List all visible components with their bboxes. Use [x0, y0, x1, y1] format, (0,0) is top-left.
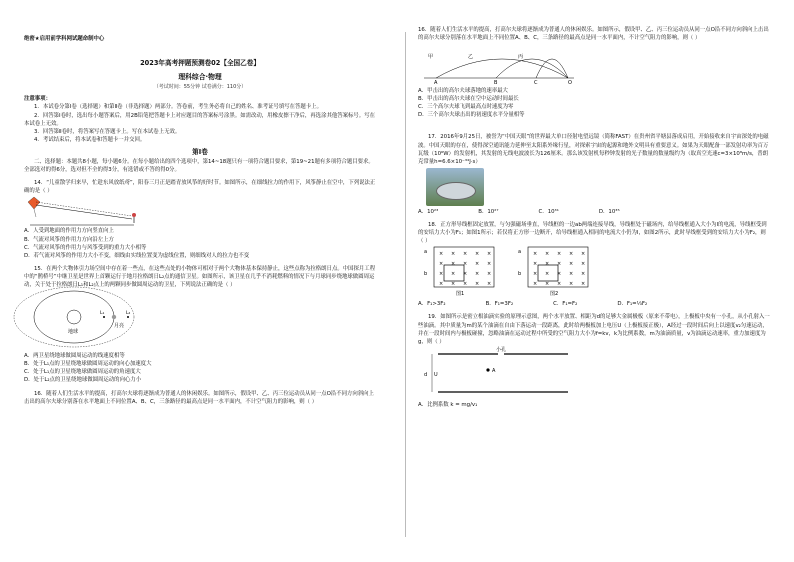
field-cross-mark: ×	[581, 271, 586, 278]
note-item: 3．回答第Ⅱ卷时，将答案写在答题卡上。写在本试卷上无效。	[34, 128, 181, 135]
question-16-cont	[418, 26, 770, 42]
figure-1-label: 图1	[456, 291, 465, 298]
question-15	[24, 265, 376, 385]
field-cross-mark: ×	[487, 271, 492, 278]
fast-telescope-photo	[426, 168, 484, 206]
section-title: 第Ⅰ卷	[192, 147, 208, 156]
field-cross-mark: ×	[533, 281, 538, 288]
label-c: C	[534, 80, 538, 86]
option-b: B．气流对风筝的作用力方向沿左上方	[24, 236, 114, 243]
field-cross-mark: ×	[439, 261, 444, 268]
label-b: b	[424, 271, 428, 278]
question-14	[24, 179, 376, 260]
l2-label: L₂	[126, 311, 131, 317]
label-a: a	[424, 249, 428, 256]
field-cross-mark: ×	[475, 271, 480, 278]
label-a: a	[518, 249, 522, 256]
option-a: A．人受到地面的作用力方向竖直向上	[24, 228, 114, 235]
field-cross-mark: ×	[581, 261, 586, 268]
millikan-figure	[418, 346, 598, 398]
field-cross-mark: ×	[533, 261, 538, 268]
field-cross-mark: ×	[569, 281, 574, 288]
option-c: C．处于L₁点的卫星绕地球做圆周运动的角速度大	[24, 369, 141, 376]
kite-illustration	[24, 195, 144, 227]
moon-label: 月亮	[114, 323, 125, 330]
field-cross-mark: ×	[463, 271, 468, 278]
option-c: C．10³¹	[538, 208, 559, 215]
question-19	[418, 313, 770, 409]
note-item: 1．本试卷分第Ⅰ卷（选择题）和第Ⅱ卷（非选择题）两部分。答卷前，考生务必将自己的姓名、准考证号填写在答题卡上。	[34, 104, 322, 111]
field-cross-mark: ×	[439, 271, 444, 278]
question-18	[418, 221, 770, 308]
question-17	[418, 133, 770, 215]
person-icon	[132, 213, 136, 223]
field-cross-mark: ×	[439, 281, 444, 288]
option-b: B．处于L₁点的卫星绕地球做圆周运动的向心加速度大	[24, 361, 152, 368]
field-cross-mark: ×	[569, 271, 574, 278]
field-cross-mark: ×	[557, 281, 562, 288]
option-c: C．F₁=F₂	[553, 301, 578, 308]
option-a: A．F₁>3F₂	[418, 301, 446, 308]
field-cross-mark: ×	[475, 281, 480, 288]
figure-1	[424, 247, 494, 297]
dish-icon	[436, 182, 476, 200]
question-stem: 16．随着人们生活水平的提高，打高尔夫球将逐渐成为普通人的休闲娱乐。如图所示，假设甲、乙、丙三位运动员从同一点O沿不同方向斜向上击出的高尔夫球分别落在水平地面上不同位置A、B、C，三条路径的最高点是同一水平面内，不计空气阻力的影响，则（ ）	[24, 390, 374, 405]
option-d: D．若气流对风筝的作用力大小不变，细线由实线位置变为虚线位置，则细线对人的拉力也不变	[24, 252, 250, 259]
label-a: A	[434, 80, 438, 86]
field-cross-mark: ×	[451, 271, 456, 278]
kite-figure	[24, 195, 376, 227]
field-cross-mark: ×	[487, 261, 492, 268]
question-stem: 15．在两个大物体引力场空间中存在着一些点，在这些点处的小物体可相对于两个大物体基本保持静止，这些点称为拉格朗日点。中国探月工程中的“鹊桥号”中继卫星是世界上首颗运行于地月拉格朗日L₂点的通信卫星。如图所示，该卫星在几乎不消耗燃料的情况下与月球同步绕地球做圆周运动，关于处于拉格朗日L₁和L₂点上的两颗同步做圆周运动的卫星，下列说法正确的是（ ）	[24, 265, 376, 288]
lagrange-figure	[24, 289, 224, 349]
field-cross-mark: ×	[451, 281, 456, 288]
field-cross-mark: ×	[545, 281, 550, 288]
option-d: D．F₁=⅓F₂	[617, 301, 648, 308]
field-cross-mark: ×	[581, 251, 586, 258]
earth-icon	[67, 310, 81, 324]
field-cross-mark: ×	[545, 271, 550, 278]
field-cross-mark: ×	[451, 261, 456, 268]
moon-icon	[112, 315, 116, 319]
d-label: d	[424, 371, 428, 378]
field-crosses	[439, 251, 585, 287]
label-yi: 乙	[468, 54, 474, 60]
exam-subtitle: 理科综合·物理	[178, 73, 222, 82]
option-a: A．10²³	[418, 208, 439, 215]
left-column	[24, 35, 376, 405]
options-row	[418, 208, 770, 216]
option-b: B．F₁=3F₂	[485, 301, 514, 308]
field-cross-mark: ×	[569, 251, 574, 258]
option-b: B．10²⁷	[478, 208, 499, 215]
label-o: O	[568, 80, 572, 86]
option-d: D．三个高尔夫球击出的初速度水平分量相等	[418, 112, 525, 119]
option-c: C．气流对风筝的作用力与风筝受到的重力大小相等	[24, 244, 147, 251]
option-d: D．10³⁵	[598, 208, 620, 215]
right-column	[418, 27, 770, 409]
notes-heading: 注意事项：	[24, 96, 51, 103]
label-b: b	[518, 271, 522, 278]
exam-meta: （考试时间：55分钟 试卷满分：110分）	[153, 84, 247, 91]
question-stem-cont: 16．随着人们生活水平的提高，打高尔夫球将逐渐成为普通人的休闲娱乐。如图所示，假设甲、乙、丙三位运动员从同一点O沿不同方向斜向上击出的高尔夫球分别落在水平地面上不同位置A、B、C，三条路径的最高点是同一水平面内，不计空气阻力的影响，则（ ）	[418, 27, 769, 42]
question-stem: 19．如图所示是密立根油滴实验的原理示意图，两个水平放置、相距为d的足够大金属极板（原来不带电），上极板中央有一小孔，从小孔射入一些油滴。其中质量为m的某个油滴在自由下落运动一段距离，此时给两极板加上电压U（上极板接正极），A经过一段时间后向上以速度v₂匀速运动，并在一段时间内与极板碰撞，忽略油滴在运动过程中所受的空气阻力大小为f=kv，k为比例系数，m为油滴质量，v为油滴运动速率，重力加速度为g，则（ ）	[418, 314, 770, 345]
field-cross-mark: ×	[581, 281, 586, 288]
question-stem: 18．正方形导线框固定放置，与匀强磁场垂直，导线框的一边ab两端连接导线，导线框处于磁场内，给导线框通入大小为I的电流，导线框受到的安培力大小为F₁；如图1所示；若仅将正方形一边断开，给导线框通入相同的电流大小仍为I，如图2所示，此时导线框受到的安培力大小为F₂，则（ ）	[418, 221, 767, 245]
hole-label: 小孔	[496, 346, 507, 353]
column-divider	[405, 32, 406, 537]
note-item: 2．回答第Ⅰ卷时，选出每小题答案后，用2B铅笔把答题卡上对应题目的答案标号涂黑。如需改动，用橡皮擦干净后，再选涂其他答案标号。写在本试卷上无效。	[24, 112, 375, 127]
label-b: B	[494, 80, 498, 86]
option-a: A．比例系数 k = mg/v₁	[418, 401, 478, 408]
field-cross-mark: ×	[533, 271, 538, 278]
figure-2	[518, 247, 588, 297]
magnetic-field-figure	[418, 245, 638, 297]
field-cross-mark: ×	[545, 261, 550, 268]
field-cross-mark: ×	[475, 261, 480, 268]
field-cross-mark: ×	[463, 281, 468, 288]
field-cross-mark: ×	[451, 251, 456, 258]
label-bing: 丙	[518, 54, 524, 60]
field-cross-mark: ×	[487, 281, 492, 288]
l1-label: L₁	[100, 311, 105, 317]
question-16-start	[24, 390, 376, 405]
l2-point	[127, 316, 129, 318]
option-a: A．两卫星绕地球做圆周运动的线速度相等	[24, 353, 125, 360]
watermark: 绝密★启用前学科网试题命制中心	[24, 36, 105, 42]
oil-drop	[486, 368, 489, 371]
field-cross-mark: ×	[487, 251, 492, 258]
figure-2-label: 图2	[550, 291, 559, 298]
field-cross-mark: ×	[463, 251, 468, 258]
field-cross-mark: ×	[545, 251, 550, 258]
field-cross-mark: ×	[439, 251, 444, 258]
golf-trajectory-figure	[418, 42, 578, 84]
option-b: B．甲击出的高尔夫球在空中运动时间最长	[418, 96, 519, 103]
options-row	[418, 300, 770, 308]
drop-label: A	[492, 367, 496, 374]
option-c: C．三个高尔夫球飞到最高点时速度为零	[418, 104, 514, 111]
field-cross-mark: ×	[475, 251, 480, 258]
option-d: D．处于L₂点的卫星绕地球做圆周运动的向心力小	[24, 377, 142, 384]
field-cross-mark: ×	[533, 251, 538, 258]
option-a: A．甲击出的高尔夫球落地的速率最大	[418, 88, 508, 95]
question-stem: 17．2016年9月25日，被誉为“中国天眼”的世界最大单口径射电望远镜（简称FAST）在贵州省平塘县落成启用，开始接收来自宇宙深处的电磁波。中国天眼的存在，使得深空通讯能力延伸至太阳系外缘行星，对探索宇宙的起源和地外文明具有重要意义。如果为天眼配备一部发射功率为百万瓦级（10⁶W）的发射机，其发射的无线电波波长为126厘米。那么该发射机每秒钟发射的光子数量的数量级约为（取真空光速c=3×10⁸m/s，普朗克常量h=6.6×10⁻³⁴J·s）	[418, 134, 769, 165]
label-jia: 甲	[428, 54, 434, 60]
earth-label: 地球	[68, 329, 79, 336]
field-cross-mark: ×	[557, 251, 562, 258]
kite-icon	[28, 197, 40, 217]
field-cross-mark: ×	[557, 271, 562, 278]
l1-point	[103, 316, 105, 318]
exam-title: 2023年高考押题预测卷02【全国乙卷】	[140, 59, 260, 68]
section-intro: 二、选择题：本题共8小题，每小题6分。在每小题给出的四个选项中，第14~18题只有一项符合题目要求，第19~21题有多项符合题目要求。全部选对的得6分，选对但不全的得3分，有选错或不答的得0分。	[24, 159, 374, 174]
note-item: 4．考试结束后，将本试卷和答题卡一并交回。	[34, 136, 146, 143]
field-cross-mark: ×	[557, 261, 562, 268]
field-cross-mark: ×	[569, 261, 574, 268]
field-cross-mark: ×	[463, 261, 468, 268]
question-stem: 14．“儿童散学归来早，忙趁东风放纸鸢”，阳春三月正是踏青放风筝的好时节。如图所示，在细线拉力的作用下，风筝静止在空中，下列说法正确的是（ ）	[24, 180, 376, 195]
u-label: U	[434, 371, 438, 378]
